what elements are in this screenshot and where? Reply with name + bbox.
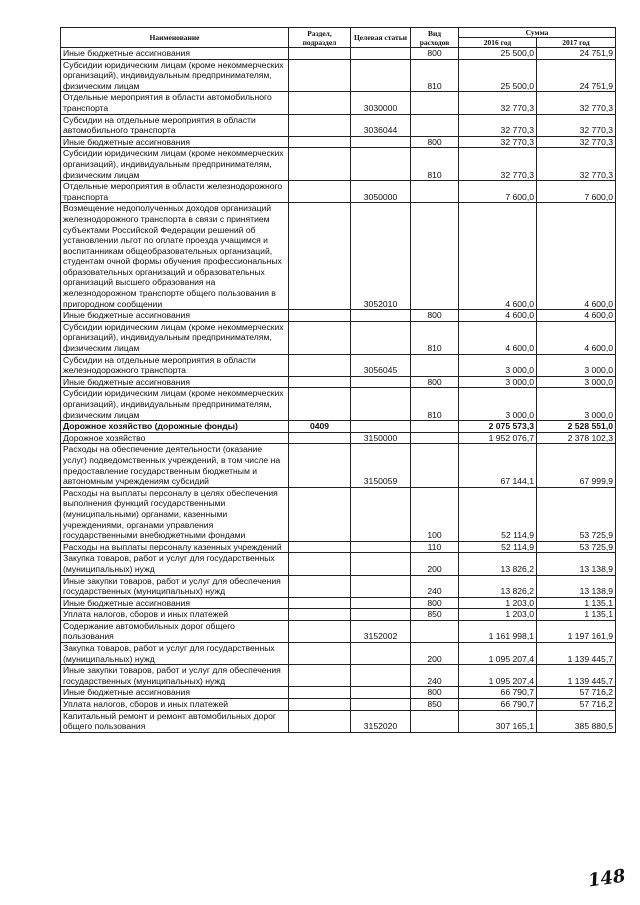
row-sum-2017: 1 139 445,7 <box>537 643 616 665</box>
row-type: 240 <box>411 665 459 687</box>
table-row <box>61 553 616 575</box>
row-sum-2016: 307 165,1 <box>459 710 537 732</box>
row-sum-2016: 1 952 076,7 <box>459 432 537 444</box>
row-type <box>411 203 459 310</box>
table-row <box>61 541 616 553</box>
row-sum-2016: 67 144,1 <box>459 444 537 487</box>
row-sum-2016: 3 000,0 <box>459 388 537 421</box>
row-target <box>351 487 411 541</box>
row-sum-2017: 1 139 445,7 <box>537 665 616 687</box>
budget-table <box>60 27 616 733</box>
row-type: 810 <box>411 59 459 92</box>
row-name: Иные закупки товаров, работ и услуг для обеспечения государственных (муниципальных) нужд <box>61 575 289 597</box>
row-type: 100 <box>411 487 459 541</box>
row-name: Иные бюджетные ассигнования <box>61 597 289 609</box>
row-target <box>351 665 411 687</box>
table-row <box>61 136 616 148</box>
header-year-2016: 2016 год <box>459 38 537 48</box>
row-section <box>289 59 351 92</box>
row-name: Иные бюджетные ассигнования <box>61 136 289 148</box>
row-target <box>351 59 411 92</box>
row-sum-2017: 3 000,0 <box>537 376 616 388</box>
row-sum-2017: 32 770,3 <box>537 114 616 136</box>
row-section <box>289 553 351 575</box>
row-sum-2017: 32 770,3 <box>537 92 616 114</box>
row-section <box>289 136 351 148</box>
row-sum-2017: 4 600,0 <box>537 321 616 354</box>
row-section <box>289 687 351 699</box>
row-type: 800 <box>411 687 459 699</box>
header-sum: Сумма <box>459 28 616 38</box>
table-row <box>61 421 616 433</box>
row-sum-2017: 4 600,0 <box>537 203 616 310</box>
row-sum-2017: 57 716,2 <box>537 687 616 699</box>
row-sum-2017: 13 138,9 <box>537 575 616 597</box>
row-name: Закупка товаров, работ и услуг для государственных (муниципальных) нужд <box>61 643 289 665</box>
row-section <box>289 643 351 665</box>
row-target <box>351 148 411 181</box>
row-section <box>289 710 351 732</box>
row-name: Расходы на обеспечение деятельности (оказание услуг) подведомственных учреждений, в том числе на предоставление государственным бюджетным и автономным учреждениям субсидий <box>61 444 289 487</box>
row-name: Уплата налогов, сборов и иных платежей <box>61 699 289 711</box>
row-target <box>351 597 411 609</box>
row-sum-2016: 13 826,2 <box>459 575 537 597</box>
row-name: Закупка товаров, работ и услуг для государственных (муниципальных) нужд <box>61 553 289 575</box>
row-sum-2016: 32 770,3 <box>459 136 537 148</box>
row-name: Расходы на выплаты персоналу в целях обеспечения выполнения функций государственными (муниципальными) органами, казенными учреждениями, органами управления государственными внебюджетными фондами <box>61 487 289 541</box>
row-type <box>411 354 459 376</box>
row-type: 800 <box>411 48 459 60</box>
row-sum-2016: 4 600,0 <box>459 321 537 354</box>
row-section <box>289 376 351 388</box>
row-name: Субсидии юридическим лицам (кроме некоммерческих организаций), индивидуальным предпринимателям, физическим лицам <box>61 321 289 354</box>
row-sum-2017: 2 378 102,3 <box>537 432 616 444</box>
table-row <box>61 487 616 541</box>
row-name: Возмещение недополученных доходов организаций железнодорожного транспорта в связи с принятием субъектами Российской Федерации решений об установлении льгот по оплате проезда учащимся и воспитанникам общеобразовательных организаций, студентам очной формы обучения профессиональных образовательных организаций и образовательных организаций высшего образования на железнодорожном транспорте общего пользования в пригородном сообщении <box>61 203 289 310</box>
row-section <box>289 620 351 642</box>
row-target <box>351 310 411 322</box>
row-sum-2017: 32 770,3 <box>537 148 616 181</box>
header-target: Целевая статьи <box>351 28 411 48</box>
row-type: 810 <box>411 148 459 181</box>
row-name: Отдельные мероприятия в области автомобильного транспорта <box>61 92 289 114</box>
row-type: 800 <box>411 136 459 148</box>
row-target <box>351 643 411 665</box>
header-name: Наименование <box>61 28 289 48</box>
row-type: 200 <box>411 643 459 665</box>
row-section <box>289 114 351 136</box>
row-sum-2017: 1 135,1 <box>537 609 616 621</box>
row-type <box>411 421 459 433</box>
row-name: Расходы на выплаты персоналу казенных учреждений <box>61 541 289 553</box>
table-row <box>61 48 616 60</box>
row-sum-2017: 57 716,2 <box>537 699 616 711</box>
row-sum-2016: 13 826,2 <box>459 553 537 575</box>
row-section <box>289 388 351 421</box>
row-section <box>289 487 351 541</box>
row-section <box>289 541 351 553</box>
table-row <box>61 321 616 354</box>
table-row <box>61 710 616 732</box>
row-sum-2017: 32 770,3 <box>537 136 616 148</box>
row-sum-2016: 25 500,0 <box>459 48 537 60</box>
row-target <box>351 541 411 553</box>
row-sum-2017: 67 999,9 <box>537 444 616 487</box>
row-sum-2016: 66 790,7 <box>459 699 537 711</box>
row-sum-2017: 24 751,9 <box>537 59 616 92</box>
row-name: Иные закупки товаров, работ и услуг для обеспечения государственных (муниципальных) нужд <box>61 665 289 687</box>
row-section <box>289 48 351 60</box>
row-type: 850 <box>411 699 459 711</box>
row-section <box>289 148 351 181</box>
row-target: 3150000 <box>351 432 411 444</box>
row-sum-2017: 3 000,0 <box>537 354 616 376</box>
table-row <box>61 444 616 487</box>
table-row <box>61 376 616 388</box>
row-target <box>351 321 411 354</box>
row-target: 3150059 <box>351 444 411 487</box>
row-type: 800 <box>411 376 459 388</box>
row-target <box>351 575 411 597</box>
row-sum-2016: 4 600,0 <box>459 310 537 322</box>
row-sum-2016: 2 075 573,3 <box>459 421 537 433</box>
row-section <box>289 609 351 621</box>
row-target: 3030000 <box>351 92 411 114</box>
row-name: Отдельные мероприятия в области железнодорожного транспорта <box>61 181 289 203</box>
row-sum-2017: 385 880,5 <box>537 710 616 732</box>
table-row <box>61 388 616 421</box>
row-name: Субсидии юридическим лицам (кроме некоммерческих организаций), индивидуальным предпринимателям, физическим лицам <box>61 148 289 181</box>
table-row <box>61 92 616 114</box>
table-row <box>61 643 616 665</box>
row-target <box>351 48 411 60</box>
header-year-2017: 2017 год <box>537 38 616 48</box>
table-row <box>61 432 616 444</box>
row-section <box>289 321 351 354</box>
row-target: 3036044 <box>351 114 411 136</box>
row-target <box>351 699 411 711</box>
row-section <box>289 575 351 597</box>
row-name: Содержание автомобильных дорог общего пользования <box>61 620 289 642</box>
row-name: Капитальный ремонт и ремонт автомобильных дорог общего пользования <box>61 710 289 732</box>
row-name: Субсидии на отдельные мероприятия в области железнодорожного транспорта <box>61 354 289 376</box>
row-section <box>289 354 351 376</box>
row-sum-2016: 52 114,9 <box>459 487 537 541</box>
table-row <box>61 203 616 310</box>
table-row <box>61 609 616 621</box>
row-target <box>351 687 411 699</box>
row-name: Иные бюджетные ассигнования <box>61 48 289 60</box>
row-type: 800 <box>411 597 459 609</box>
row-target <box>351 421 411 433</box>
row-target: 3152020 <box>351 710 411 732</box>
row-type: 110 <box>411 541 459 553</box>
row-name: Субсидии юридическим лицам (кроме некоммерческих организаций), индивидуальным предпринимателям, физическим лицам <box>61 59 289 92</box>
row-sum-2016: 3 000,0 <box>459 376 537 388</box>
table-row <box>61 665 616 687</box>
row-type <box>411 710 459 732</box>
row-sum-2016: 7 600,0 <box>459 181 537 203</box>
row-sum-2016: 1 095 207,4 <box>459 665 537 687</box>
row-target <box>351 553 411 575</box>
row-target: 3152002 <box>351 620 411 642</box>
row-sum-2017: 1 135,1 <box>537 597 616 609</box>
row-sum-2017: 4 600,0 <box>537 310 616 322</box>
row-section <box>289 310 351 322</box>
row-target <box>351 388 411 421</box>
row-sum-2017: 13 138,9 <box>537 553 616 575</box>
row-sum-2016: 32 770,3 <box>459 148 537 181</box>
row-name: Дорожное хозяйство <box>61 432 289 444</box>
row-type <box>411 432 459 444</box>
row-section <box>289 92 351 114</box>
row-target <box>351 376 411 388</box>
row-type: 240 <box>411 575 459 597</box>
row-section <box>289 181 351 203</box>
row-sum-2016: 25 500,0 <box>459 59 537 92</box>
row-section <box>289 597 351 609</box>
row-section <box>289 444 351 487</box>
row-type <box>411 444 459 487</box>
row-section <box>289 699 351 711</box>
row-sum-2016: 32 770,3 <box>459 92 537 114</box>
table-row <box>61 59 616 92</box>
row-target: 3050000 <box>351 181 411 203</box>
table-row <box>61 620 616 642</box>
table-body <box>61 48 616 733</box>
row-name: Иные бюджетные ассигнования <box>61 310 289 322</box>
row-sum-2016: 3 000,0 <box>459 354 537 376</box>
row-type <box>411 181 459 203</box>
row-type: 810 <box>411 388 459 421</box>
row-name: Иные бюджетные ассигнования <box>61 376 289 388</box>
row-type: 850 <box>411 609 459 621</box>
row-sum-2017: 7 600,0 <box>537 181 616 203</box>
table-row <box>61 310 616 322</box>
table-row <box>61 687 616 699</box>
row-sum-2017: 3 000,0 <box>537 388 616 421</box>
row-type <box>411 92 459 114</box>
row-type: 200 <box>411 553 459 575</box>
row-name: Иные бюджетные ассигнования <box>61 687 289 699</box>
table-row <box>61 354 616 376</box>
table-row <box>61 575 616 597</box>
page-number: 148 <box>586 865 627 892</box>
row-target <box>351 609 411 621</box>
row-sum-2016: 1 161 998,1 <box>459 620 537 642</box>
row-sum-2016: 1 203,0 <box>459 609 537 621</box>
row-sum-2016: 66 790,7 <box>459 687 537 699</box>
row-sum-2017: 2 528 551,0 <box>537 421 616 433</box>
row-type <box>411 114 459 136</box>
header-section: Раздел, подраздел <box>289 28 351 48</box>
table-row <box>61 699 616 711</box>
row-type <box>411 620 459 642</box>
table-header <box>61 28 616 48</box>
row-section <box>289 203 351 310</box>
row-section <box>289 432 351 444</box>
table-row <box>61 181 616 203</box>
row-name: Субсидии на отдельные мероприятия в области автомобильного транспорта <box>61 114 289 136</box>
table-row <box>61 114 616 136</box>
row-type: 800 <box>411 310 459 322</box>
row-target: 3052010 <box>351 203 411 310</box>
row-sum-2017: 53 725,9 <box>537 487 616 541</box>
row-sum-2016: 32 770,3 <box>459 114 537 136</box>
row-section <box>289 665 351 687</box>
row-sum-2016: 1 203,0 <box>459 597 537 609</box>
row-target <box>351 136 411 148</box>
header-type: Вид расходов <box>411 28 459 48</box>
row-sum-2017: 53 725,9 <box>537 541 616 553</box>
table-row <box>61 148 616 181</box>
row-sum-2016: 1 095 207,4 <box>459 643 537 665</box>
row-type: 810 <box>411 321 459 354</box>
row-section: 0409 <box>289 421 351 433</box>
table-row <box>61 597 616 609</box>
row-name: Уплата налогов, сборов и иных платежей <box>61 609 289 621</box>
row-name: Дорожное хозяйство (дорожные фонды) <box>61 421 289 433</box>
row-name: Субсидии юридическим лицам (кроме некоммерческих организаций), индивидуальным предпринимателям, физическим лицам <box>61 388 289 421</box>
row-sum-2016: 4 600,0 <box>459 203 537 310</box>
row-sum-2017: 1 197 161,9 <box>537 620 616 642</box>
row-target: 3056045 <box>351 354 411 376</box>
row-sum-2016: 52 114,9 <box>459 541 537 553</box>
row-sum-2017: 24 751,9 <box>537 48 616 60</box>
